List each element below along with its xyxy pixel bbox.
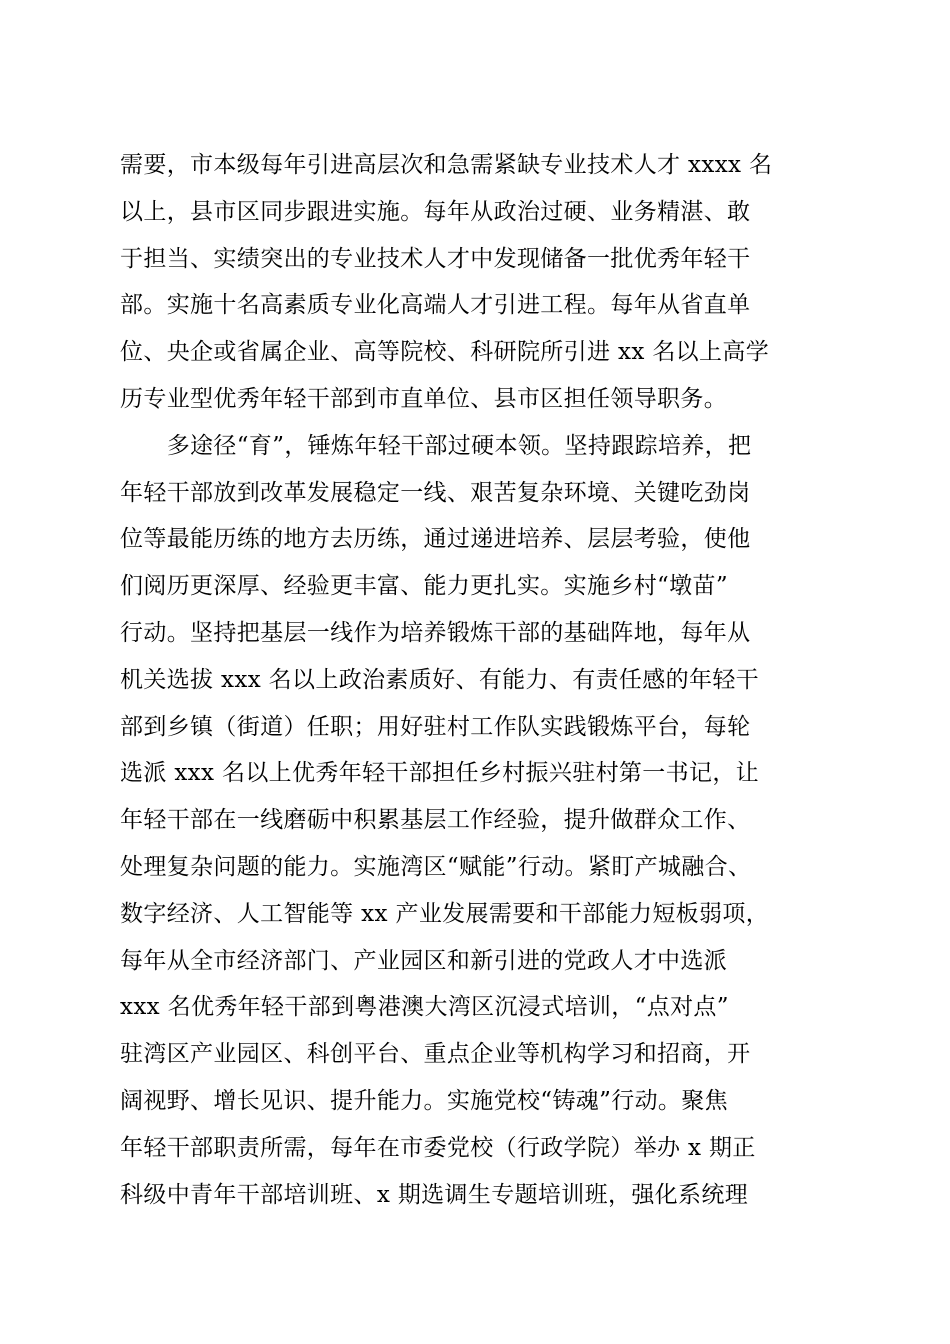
body-text xyxy=(120,142,840,1218)
text-line: 驻湾区产业园区、科创平台、重点企业等机构学习和招商，开 xyxy=(120,1041,751,1068)
text-line: 年轻干部职责所需，每年在市委党校（行政学院）举办 x 期正 xyxy=(120,1134,756,1161)
text-line: 需要，市本级每年引进高层次和急需紧缺专业技术人才 xxxx 名 xyxy=(120,152,773,178)
paragraph-start-line: 多途径“育”，锤炼年轻干部过硬本领。坚持跟踪培养，把 xyxy=(120,432,752,459)
text-line: 位等最能历练的地方去历练，通过递进培养、层层考验，使他 xyxy=(120,526,751,553)
text-line: 们阅历更深厚、经验更丰富、能力更扎实。实施乡村“墩苗” xyxy=(120,573,728,600)
text-line: 机关选拔 xxx 名以上政治素质好、有能力、有责任感的年轻干 xyxy=(120,666,760,693)
text-line: 位、央企或省属企业、高等院校、科研院所引进 xx 名以上高学 xyxy=(120,339,770,366)
text-line: 选派 xxx 名以上优秀年轻干部担任乡村振兴驻村第一书记，让 xyxy=(120,760,760,787)
text-line: 每年从全市经济部门、产业园区和新引进的党政人才中选派 xyxy=(120,947,728,974)
text-line: 阔视野、增长见识、提升能力。实施党校“铸魂”行动。聚焦 xyxy=(120,1087,728,1114)
text-line: 科级中青年干部培训班、x 期选调生专题培训班，强化系统理 xyxy=(120,1181,749,1208)
text-line: 数字经济、人工智能等 xx 产业发展需要和干部能力短板弱项， xyxy=(120,900,770,927)
text-line: 年轻干部在一线磨砺中积累基层工作经验，提升做群众工作、 xyxy=(120,807,751,834)
text-line: xxx 名优秀年轻干部到粤港澳大湾区沉浸式培训，“点对点” xyxy=(120,994,729,1021)
text-line: 部。实施十名高素质专业化高端人才引进工程。每年从省直单 xyxy=(120,292,751,319)
text-line: 于担当、实绩突出的专业技术人才中发现储备一批优秀年轻干 xyxy=(120,245,751,272)
text-line: 历专业型优秀年轻干部到市直单位、县市区担任领导职务。 xyxy=(120,385,728,412)
text-line: 年轻干部放到改革发展稳定一线、艰苦复杂环境、关键吃劲岗 xyxy=(120,479,751,506)
text-line: 处理复杂问题的能力。实施湾区“赋能”行动。紧盯产城融合、 xyxy=(120,853,752,880)
text-line: 部到乡镇（街道）任职；用好驻村工作队实践锻炼平台，每轮 xyxy=(120,713,751,740)
text-line: 以上，县市区同步跟进实施。每年从政治过硬、业务精湛、敢 xyxy=(120,198,751,225)
text-line: 行动。坚持把基层一线作为培养锻炼干部的基础阵地，每年从 xyxy=(120,619,751,646)
